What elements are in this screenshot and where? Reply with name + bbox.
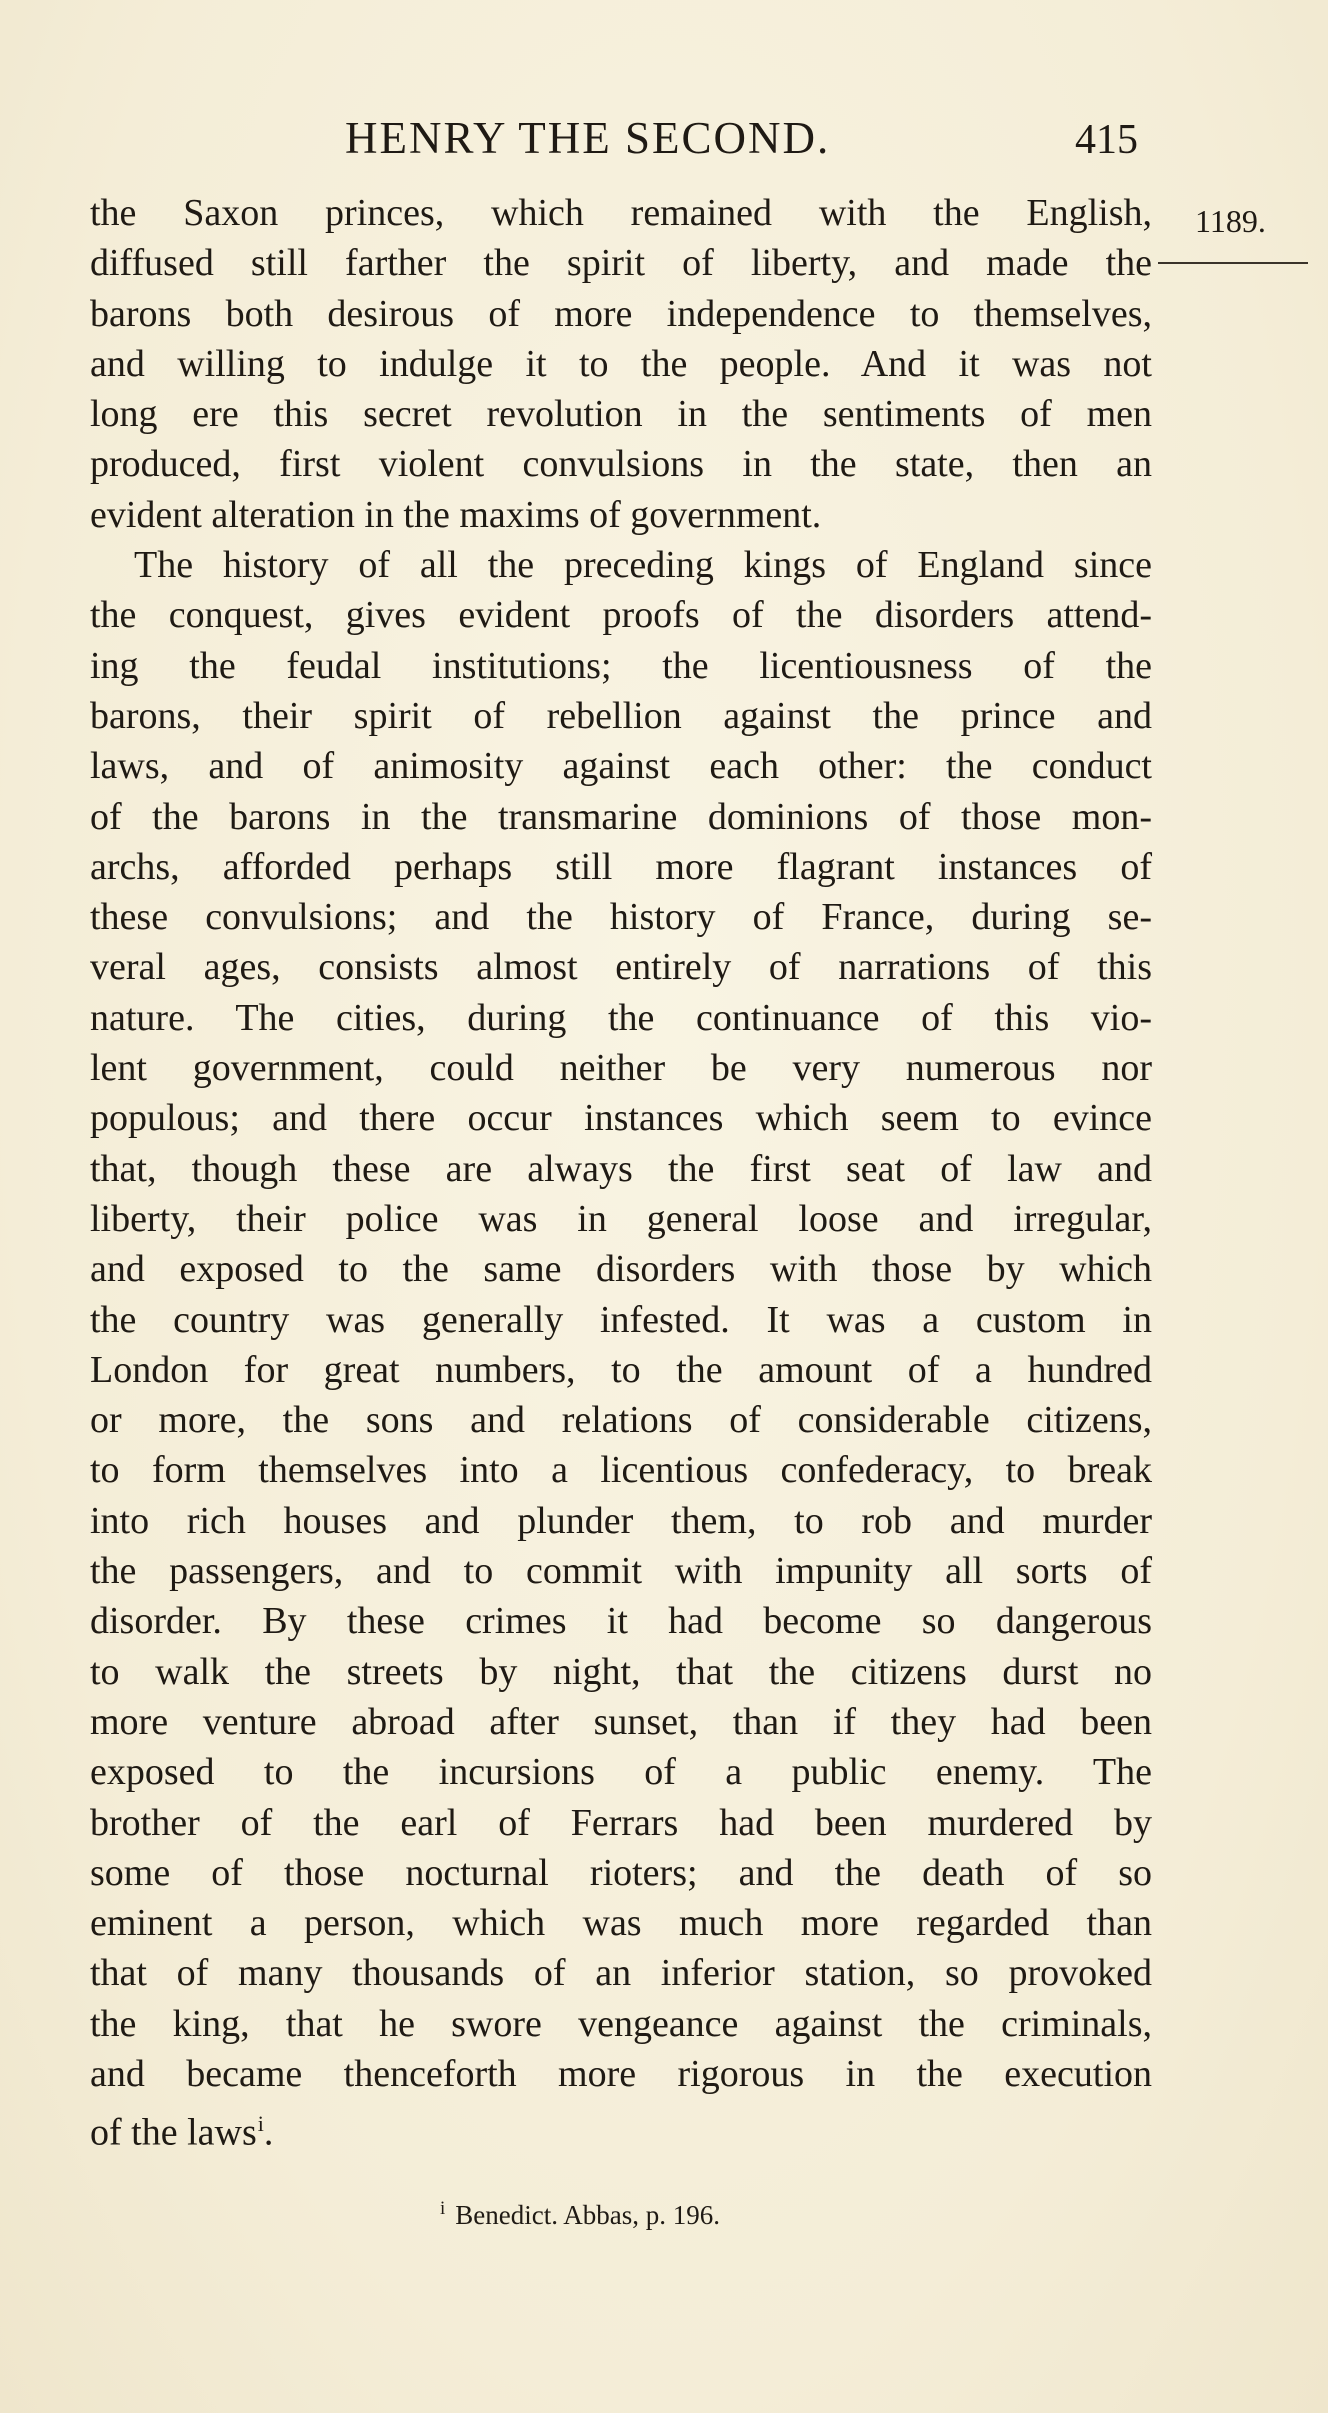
text-line: and exposed to the same disorders with those by which (90, 1248, 1152, 1291)
text-line: eminent a person, which was much more regarded than (90, 1902, 1152, 1945)
text-line: veral ages, consists almost entirely of narrations of this (90, 946, 1152, 989)
text-line: more venture abroad after sunset, than if they had been (90, 1700, 1152, 1743)
text-line: the king, that he swore vengeance against the criminals, (90, 2002, 1152, 2045)
running-title: HENRY THE SECOND. (345, 113, 831, 163)
text-line: the Saxon princes, which remained with the English, (90, 192, 1152, 234)
text-line: long ere this secret revolution in the sentiments of men (90, 393, 1152, 436)
text-line: these convulsions; and the history of France, during se- (90, 896, 1152, 939)
text-line: diffused still farther the spirit of liberty, and made the (90, 242, 1152, 285)
text-line: nature. The cities, during the continuance of this vio- (90, 996, 1152, 1039)
text-line: barons, their spirit of rebellion against the prince and (90, 694, 1152, 737)
margin-rule (1158, 262, 1308, 264)
final-line-punct: . (263, 2111, 274, 2154)
text-line: to walk the streets by night, that the citizens durst no (90, 1650, 1152, 1693)
text-line: brother of the earl of Ferrars had been murdered by (90, 1801, 1152, 1844)
text-line: some of those nocturnal rioters; and the death of so (90, 1851, 1152, 1894)
text-line: lent government, could neither be very numerous nor (90, 1047, 1152, 1090)
text-line: liberty, their police was in general loose and irregular, (90, 1197, 1152, 1240)
text-line: to form themselves into a licentious confederacy, to break (90, 1449, 1152, 1492)
margin-year-note: 1189. (1195, 203, 1266, 239)
text-line: the conquest, gives evident proofs of the disorders attend- (90, 594, 1152, 637)
footnote (440, 2198, 720, 2231)
text-line: archs, afforded perhaps still more flagrant instances of (90, 845, 1152, 888)
text-line: and became thenceforth more rigorous in the execution (90, 2052, 1152, 2095)
text-line: exposed to the incursions of a public enemy. The (90, 1751, 1152, 1794)
text-line: evident alteration in the maxims of government. (90, 493, 822, 536)
text-line: that of many thousands of an inferior station, so provoked (90, 1952, 1152, 1995)
footnote-reference: i (257, 2111, 264, 2137)
text-line: or more, the sons and relations of considerable citizens, (90, 1399, 1152, 1442)
paragraph-first-line: The history of all the preceding kings of England since (134, 544, 1152, 587)
page-number: 415 (1075, 117, 1138, 163)
final-line-text: of the laws (90, 2111, 257, 2154)
text-line: and willing to indulge it to the people. And it was not (90, 342, 1152, 385)
final-text-line (90, 2099, 1152, 2154)
text-line: the passengers, and to commit with impunity all sorts of (90, 1550, 1152, 1593)
text-line: produced, first violent convulsions in the state, then an (90, 443, 1152, 486)
text-line: disorder. By these crimes it had become so dangerous (90, 1600, 1152, 1643)
text-line: ing the feudal institutions; the licentiousness of the (90, 644, 1152, 687)
footnote-text: Benedict. Abbas, p. 196. (455, 2200, 720, 2230)
text-line: London for great numbers, to the amount of a hundred (90, 1348, 1152, 1391)
text-line: into rich houses and plunder them, to rob and murder (90, 1499, 1152, 1542)
text-line: of the barons in the transmarine dominions of those mon- (90, 795, 1152, 838)
text-line: the country was generally infested. It was a custom in (90, 1298, 1152, 1341)
text-line: that, though these are always the first seat of law and (90, 1147, 1152, 1190)
text-line: populous; and there occur instances which seem to evince (90, 1097, 1152, 1140)
text-line: laws, and of animosity against each other: the conduct (90, 745, 1152, 788)
text-line: barons both desirous of more independence to themselves, (90, 292, 1152, 335)
running-head (90, 112, 1138, 172)
body-text (90, 188, 1152, 2154)
footnote-marker: i (440, 2198, 446, 2219)
